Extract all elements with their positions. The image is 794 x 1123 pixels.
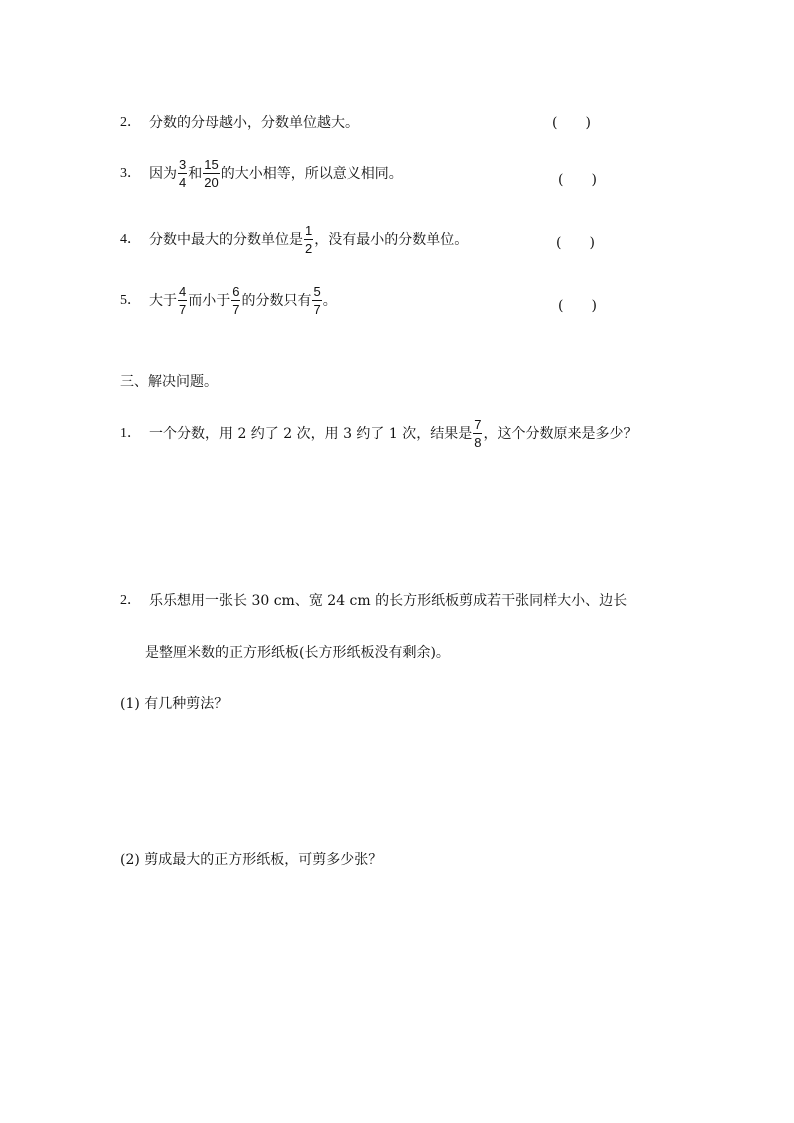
section-heading: 三、解决问题。 <box>120 374 218 390</box>
problem-text-continued: 是整厘米数的正方形纸板(长方形纸板没有剩余)。 <box>145 645 450 661</box>
denominator: 7 <box>179 302 187 317</box>
fraction <box>304 224 313 255</box>
denominator: 20 <box>204 175 219 190</box>
problem-text: 一个分数，用 2 约了 2 次，用 3 约了 1 次，结果是 <box>149 425 473 442</box>
numerator: 4 <box>179 284 187 299</box>
fraction <box>178 158 187 189</box>
sub-question-2: (2) 剪成最大的正方形纸板，可剪多少张？ <box>120 852 383 868</box>
numerator: 1 <box>305 223 313 238</box>
fraction <box>178 285 187 316</box>
sub-question-1: (1) 有几种剪法？ <box>120 696 229 712</box>
problem-1 <box>120 418 637 449</box>
item-number: 2． <box>120 593 141 608</box>
item-text: 分数中最大的分数单位是 <box>149 231 303 248</box>
item-text: 的大小相等，所以意义相同。 <box>220 165 403 182</box>
numerator: 15 <box>204 157 219 172</box>
numerator: 6 <box>232 284 240 299</box>
item-text: 的分数只有 <box>241 292 312 309</box>
answer-parentheses[interactable]: ( ) <box>556 235 595 251</box>
answer-parentheses[interactable]: ( ) <box>552 115 591 131</box>
problem-text: 乐乐想用一张长 30 cm、宽 24 cm 的长方形纸板剪成若干张同样大小、边长 <box>149 593 628 609</box>
fraction <box>231 285 240 316</box>
item-text: 分数的分母越小，分数单位越大。 <box>149 115 359 131</box>
item-text: ，没有最小的分数单位。 <box>314 231 469 248</box>
item-text: 因为 <box>149 165 177 182</box>
denominator: 7 <box>232 302 240 317</box>
answer-parentheses[interactable]: ( ) <box>558 172 597 188</box>
judge-item-2 <box>120 116 359 130</box>
judge-item-3 <box>120 158 403 189</box>
answer-parentheses[interactable]: ( ) <box>558 298 597 314</box>
judge-item-5 <box>120 285 337 316</box>
item-number: 4． <box>120 231 141 247</box>
numerator: 5 <box>313 284 321 299</box>
item-text: 和 <box>188 165 203 182</box>
denominator: 8 <box>474 435 482 450</box>
item-number: 1． <box>120 425 141 441</box>
item-text: 而小于 <box>188 292 231 309</box>
item-text: 大于 <box>149 292 177 309</box>
item-number: 2． <box>120 115 141 130</box>
problem-2 <box>120 594 627 608</box>
item-number: 3． <box>120 165 141 181</box>
fraction <box>203 158 219 189</box>
numerator: 3 <box>179 157 187 172</box>
denominator: 2 <box>305 241 313 256</box>
item-number: 5． <box>120 292 141 308</box>
denominator: 7 <box>313 302 321 317</box>
numerator: 7 <box>474 417 482 432</box>
denominator: 4 <box>179 175 187 190</box>
fraction <box>312 285 321 316</box>
judge-item-4 <box>120 224 468 255</box>
problem-text: ，这个分数原来是多少？ <box>483 425 638 442</box>
fraction <box>473 418 482 449</box>
item-text: 。 <box>322 292 337 309</box>
